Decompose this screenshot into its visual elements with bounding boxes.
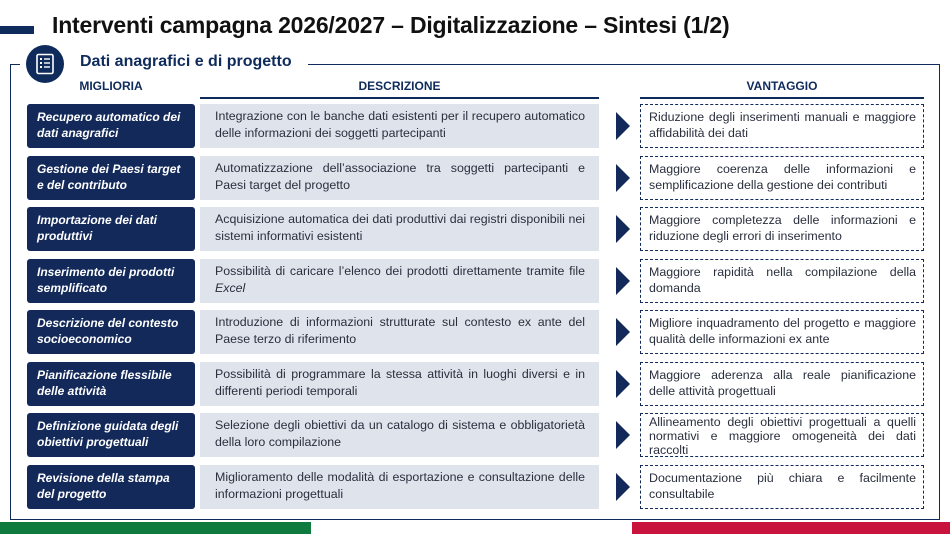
title-marker <box>0 26 34 34</box>
advantage-cell: Allineamento degli obiettivi progettuali a quelli normativi e maggiore omogeneità dei dati raccolti <box>640 413 924 457</box>
description-cell: Acquisizione automatica dei dati produttivi dai registri disponibili nei sistemi informativi esistenti <box>200 207 599 251</box>
advantage-cell: Migliore inquadramento del progetto e maggiore qualità delle informazioni ex ante <box>640 310 924 354</box>
table-row <box>0 259 950 303</box>
advantage-cell: Documentazione più chiara e facilmente consultabile <box>640 465 924 509</box>
arrow-right-icon <box>616 215 630 243</box>
table-row <box>0 207 950 251</box>
arrow-right-icon <box>616 164 630 192</box>
arrow-right-icon <box>616 370 630 398</box>
improvement-cell: Gestione dei Paesi target e del contributo <box>27 156 195 200</box>
improvement-cell: Importazione dei dati produttivi <box>27 207 195 251</box>
description-cell: Miglioramento delle modalità di esportazione e consultazione delle informazioni progettuali <box>200 465 599 509</box>
table-row <box>0 465 950 509</box>
column-header-improvement: MIGLIORIA <box>79 79 143 93</box>
description-cell: Integrazione con le banche dati esistenti per il recupero automatico delle informazioni dei soggetti partecipanti <box>200 104 599 148</box>
column-header-description: DESCRIZIONE <box>358 79 441 93</box>
improvement-cell: Pianificazione flessibile delle attività <box>27 362 195 406</box>
arrow-right-icon <box>616 318 630 346</box>
improvement-cell: Definizione guidata degli obiettivi progettuali <box>27 413 195 457</box>
column-underline-description <box>200 97 599 99</box>
section-title: Dati anagrafici e di progetto <box>80 53 298 71</box>
footer-green-band <box>0 522 311 534</box>
description-text: Possibilità di caricare l’elenco dei prodotti direttamente tramite file <box>215 264 585 278</box>
description-cell: Selezione degli obiettivi da un catalogo di sistema e obbligatorietà della loro compilazione <box>200 413 599 457</box>
frame-top-right <box>308 64 940 65</box>
table-row <box>0 104 950 148</box>
column-underline-advantage <box>640 97 924 99</box>
improvement-cell: Revisione della stampa del progetto <box>27 465 195 509</box>
advantage-cell: Maggiore completezza delle informazioni e riduzione degli errori di inserimento <box>640 207 924 251</box>
improvement-cell: Descrizione del contesto socioeconomico <box>27 310 195 354</box>
frame-top-left <box>10 64 20 65</box>
description-cell <box>200 259 599 303</box>
arrow-right-icon <box>616 267 630 295</box>
advantage-cell: Maggiore aderenza alla reale pianificazione delle attività progettuali <box>640 362 924 406</box>
footer-red-band <box>632 522 950 534</box>
arrow-right-icon <box>616 421 630 449</box>
table-row <box>0 413 950 457</box>
advantage-cell: Maggiore rapidità nella compilazione della domanda <box>640 259 924 303</box>
table-row <box>0 156 950 200</box>
description-cell: Possibilità di programmare la stessa attività in luoghi diversi e in differenti periodi temporali <box>200 362 599 406</box>
advantage-cell: Maggiore coerenza delle informazioni e semplificazione della gestione dei contributi <box>640 156 924 200</box>
description-emphasis: Excel <box>215 281 246 295</box>
improvement-cell: Recupero automatico dei dati anagrafici <box>27 104 195 148</box>
description-cell: Introduzione di informazioni strutturate sul contesto ex ante del Paese terzo di riferimento <box>200 310 599 354</box>
table-row <box>0 362 950 406</box>
advantage-cell: Riduzione degli inserimenti manuali e maggiore affidabilità dei dati <box>640 104 924 148</box>
arrow-right-icon <box>616 473 630 501</box>
column-header-advantage: VANTAGGIO <box>746 79 818 93</box>
improvement-cell: Inserimento dei prodotti semplificato <box>27 259 195 303</box>
page-title: Interventi campagna 2026/2027 – Digitalizzazione – Sintesi (1/2) <box>52 12 730 38</box>
table-row <box>0 310 950 354</box>
document-list-icon <box>26 45 64 83</box>
arrow-right-icon <box>616 112 630 140</box>
description-cell: Automatizzazione dell’associazione tra soggetti partecipanti e Paesi target del progetto <box>200 156 599 200</box>
